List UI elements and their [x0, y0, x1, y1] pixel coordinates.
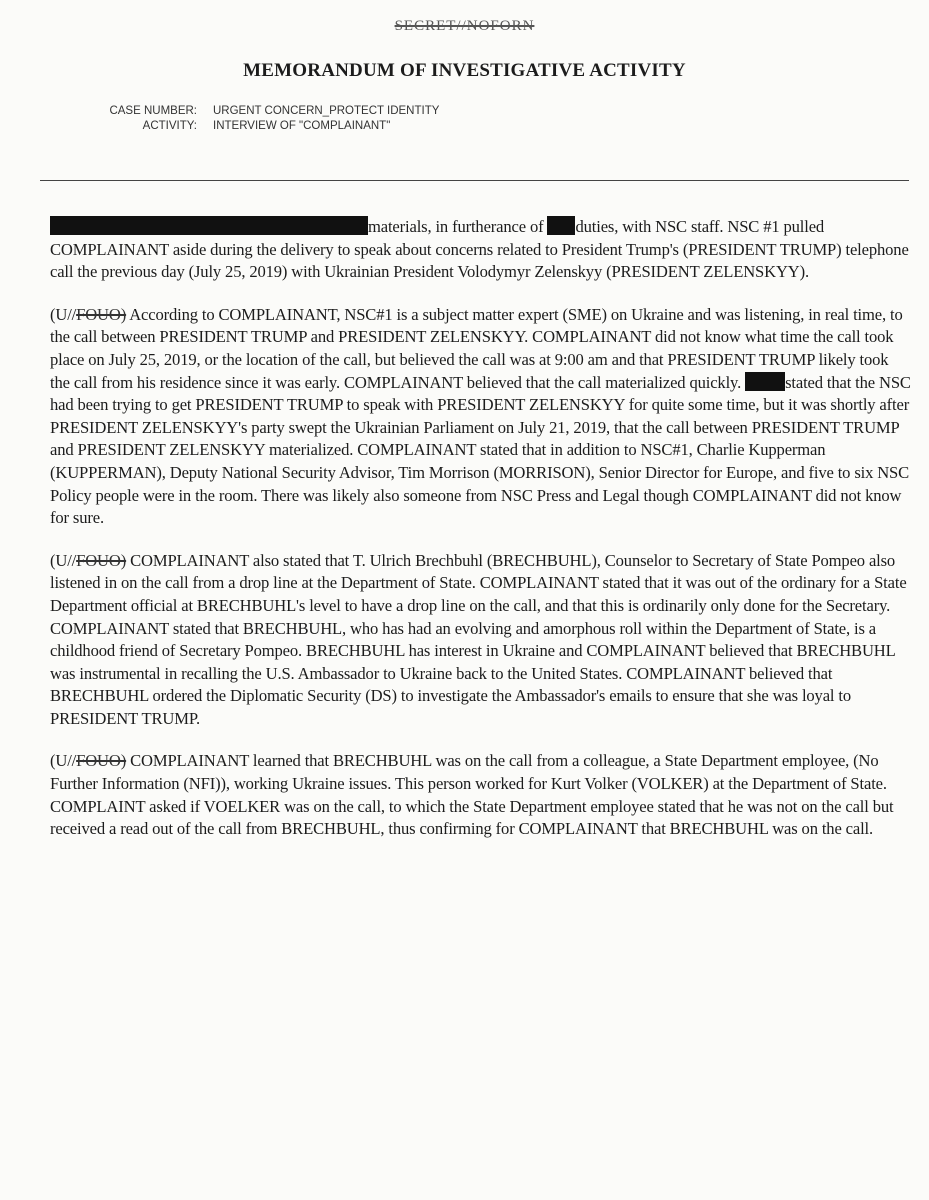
classification-marking-prefix: (U// [50, 304, 77, 324]
page-title: MEMORANDUM OF INVESTIGATIVE ACTIVITY [243, 60, 686, 81]
paragraph-3 [50, 550, 912, 731]
activity-label: ACTIVITY: [142, 120, 197, 132]
horizontal-divider [40, 180, 909, 181]
paragraph-1-text-a: materials, in furtherance of [368, 217, 544, 236]
activity-row [92, 119, 439, 134]
classification-marking-struck: FOUO) [76, 751, 127, 771]
case-metadata [92, 104, 439, 134]
redaction-block [745, 372, 785, 391]
case-number-row [92, 104, 439, 119]
paragraph-1-text-b: duties, with NSC staff. NSC #1 pulled COMPLAINANT aside during the delivery to speak about concerns related to President Trump's (PRESIDENT TRUMP) telephone call the previous day (July 25, 2019) with Ukrainian President Volodymyr Zelenskyy (PRESIDENT ZELENSKYY). [50, 217, 909, 282]
case-number-value: URGENT CONCERN_PROTECT IDENTITY [213, 105, 440, 117]
classification-marking [0, 18, 929, 35]
classification-marking-struck: FOUO) [76, 550, 127, 570]
paragraph-2-text-b: stated that the NSC had been trying to get PRESIDENT TRUMP to speak with PRESIDENT ZELENSKYY for quite some time, but it was shortly after PRESIDENT ZELENSKYY's party swept the Ukrainian Parliament on July 21, 2019, that the call between PRESIDENT TRUMP and PRESIDENT ZELENSKYY materialized. COMPLAINANT stated that in addition to NSC#1, Charlie Kupperman (KUPPERMAN), Deputy National Security Advisor, Tim Morrison (MORRISON), Senior Director for Europe, and five to six NSC Policy people were in the room. There was likely also someone from NSC Press and Legal though COMPLAINANT did not know for sure. [50, 372, 911, 528]
paragraph-4 [50, 750, 912, 840]
activity-value: INTERVIEW OF "COMPLAINANT" [213, 120, 391, 132]
classification-marking-prefix: (U// [50, 751, 77, 771]
redaction-block [547, 216, 575, 235]
classification-marking-prefix: (U// [50, 550, 77, 570]
paragraph-2 [50, 304, 912, 530]
memo-body [50, 216, 912, 861]
classification-marking-struck: FOUO) [76, 304, 127, 324]
classification-struck-text: SECRET//NOFORN [394, 18, 535, 34]
paragraph-4-text: COMPLAINANT learned that BRECHBUHL was on the call from a colleague, a State Department employee, (No Further Information (NFI)), working Ukraine issues. This person worked for Kurt Volker (VOLKER) at the Department of State. COMPLAINT asked if VOELKER was on the call, to which the State Department employee stated that he was not on the call but received a read out of the call from BRECHBUHL, thus confirming for COMPLAINANT that BRECHBUHL was on the call. [50, 751, 894, 839]
paragraph-3-text: COMPLAINANT also stated that T. Ulrich Brechbuhl (BRECHBUHL), Counselor to Secretary of State Pompeo also listened in on the call from a drop line at the Department of State. COMPLAINANT stated that it was out of the ordinary for a State Department official at BRECHBUHL's level to have a drop line on the call, and that this is ordinarily only done for the Secretary. COMPLAINANT stated that BRECHBUHL, who has had an evolving and amorphous roll within the Department of State, is a childhood friend of Secretary Pompeo. BRECHBUHL has interest in Ukraine and COMPLAINANT believed that BRECHBUHL was instrumental in recalling the U.S. Ambassador to Ukraine back to the United States. COMPLAINANT believed that BRECHBUHL ordered the Diplomatic Security (DS) to investigate the Ambassador's emails to ensure that she was loyal to PRESIDENT TRUMP. [50, 550, 907, 728]
paragraph-2-text-a: According to COMPLAINANT, NSC#1 is a subject matter expert (SME) on Ukraine and was listening, in real time, to the call between PRESIDENT TRUMP and PRESIDENT ZELENSKYY. COMPLAINANT did not know what time the call took place on July 25, 2019, or the location of the call, but believed the call was at 9:00 am and that PRESIDENT TRUMP likely took the call from his residence since it was early. COMPLAINANT believed that the call materialized quickly. [50, 304, 903, 392]
redaction-block [50, 216, 368, 235]
case-number-label: CASE NUMBER: [109, 105, 197, 117]
paragraph-1 [50, 216, 912, 284]
